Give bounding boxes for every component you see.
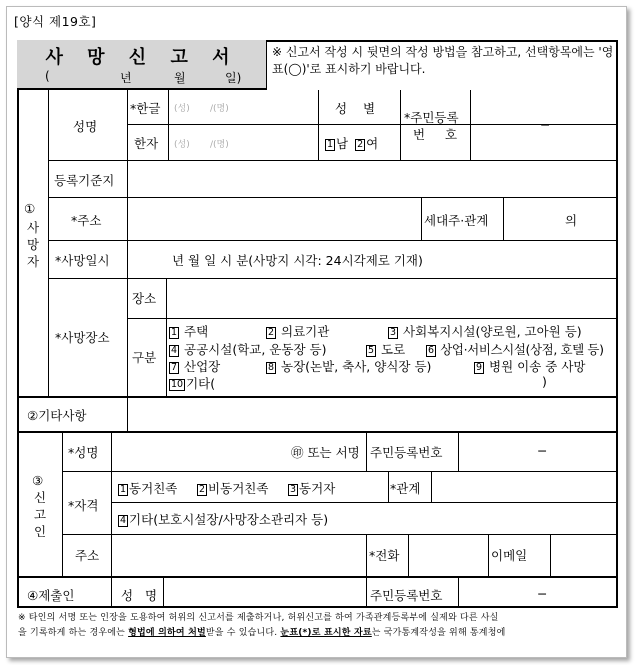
- qual-cohabiting-relative[interactable]: 1 동거친족: [120, 481, 178, 496]
- col-line: [503, 197, 504, 240]
- row-line: [48, 160, 618, 161]
- col-line: [488, 534, 489, 576]
- reporter-rrn-label: 주민등록번호: [370, 445, 443, 460]
- rrn-label-2: 번 호: [413, 127, 466, 142]
- col-line: [111, 431, 112, 576]
- hanja-given-field[interactable]: /(명): [210, 140, 229, 150]
- date-month: 월: [174, 71, 186, 85]
- place-option-public[interactable]: 4 공공시설(학교, 운동장 등): [171, 342, 327, 357]
- address-label: *주소: [71, 213, 102, 228]
- col-line: [166, 278, 167, 396]
- other-matters-label: ②기타사항: [27, 408, 87, 423]
- qual-noncohabiting-relative[interactable]: 2 비동거친족: [199, 481, 269, 496]
- col-line: [127, 90, 128, 396]
- korean-surname-field[interactable]: (성): [174, 104, 190, 114]
- row-line: [62, 534, 618, 535]
- relation-label: *관계: [390, 481, 421, 496]
- col-line: [127, 396, 128, 431]
- instruction-note: ※ 신고서 작성 시 뒷면의 작성 방법을 참고하고, 선택항목에는 '영표(◯)'로 표시하기 바랍니다.: [272, 45, 614, 76]
- col-line: [168, 90, 169, 160]
- title-box: [17, 40, 267, 90]
- female-label: 여: [366, 136, 379, 151]
- reporter-rrn-field[interactable]: −: [537, 443, 548, 458]
- date-year: 년: [120, 71, 132, 85]
- place-option-commercial[interactable]: 6 상업·서비스시설(상점, 호텔 등): [428, 342, 604, 357]
- footer-line-1: ※ 타인의 서명 또는 인장을 도용하여 허위의 신고서를 제출하거나, 허위신고를 하여 가족관계등록부에 실제와 다른 사실: [18, 613, 499, 623]
- name-label: 성명: [73, 119, 98, 134]
- date-day: 일): [225, 71, 242, 85]
- male-checkbox[interactable]: 1: [327, 139, 334, 150]
- sex-label: 성 별: [335, 101, 382, 116]
- rrn-field[interactable]: −: [540, 117, 551, 132]
- row-line: [111, 502, 618, 503]
- section-num-3: ③: [32, 473, 44, 488]
- col-line: [458, 431, 459, 471]
- qual-other[interactable]: 4 기타(보호시설장/사망장소관리자 등): [120, 512, 329, 527]
- sex-options: [325, 134, 378, 152]
- date-open: (: [45, 69, 50, 83]
- death-datetime-label: *사망일시: [55, 253, 110, 268]
- householder-relation-label: 세대주·관계: [424, 213, 489, 228]
- reporter-address-label: 주소: [75, 548, 100, 563]
- col-line: [318, 90, 319, 160]
- submitter-rrn-label: 주민등록번호: [370, 588, 443, 603]
- col-line: [366, 431, 367, 471]
- qualification-label: *자격: [68, 498, 99, 513]
- submitter-rrn-field[interactable]: −: [537, 586, 548, 601]
- col-line: [388, 471, 389, 502]
- reporter-section-divider: [62, 431, 63, 576]
- col-line: [111, 576, 112, 608]
- col-line: [366, 534, 367, 576]
- row-line: [48, 278, 618, 279]
- place-option-medical[interactable]: 2 의료기관: [268, 324, 330, 339]
- col-line: [400, 90, 401, 160]
- place-option-house[interactable]: 1 주택: [171, 324, 209, 339]
- row-line: [62, 471, 618, 472]
- email-label: 이메일: [491, 548, 528, 563]
- col-line: [470, 90, 471, 160]
- reporter-signature-field[interactable]: ㊞ 또는 서명: [291, 445, 360, 460]
- qual-cohabitant[interactable]: 3 동거자: [290, 481, 336, 496]
- row-line: [127, 318, 618, 319]
- place-sub-label: 장소: [132, 291, 157, 306]
- male-label: 남: [336, 136, 349, 151]
- hanja-surname-field[interactable]: (성): [174, 140, 190, 150]
- form-code: [양식 제19호]: [14, 14, 97, 29]
- section-border-other: [17, 396, 618, 398]
- place-option-road[interactable]: 5 도로: [368, 342, 406, 357]
- female-checkbox[interactable]: 2: [357, 139, 364, 150]
- death-datetime-fields[interactable]: 년 월 일 시 분(사망지 시각: 24시각제로 기재): [172, 253, 423, 268]
- col-line: [408, 534, 409, 576]
- place-option-welfare[interactable]: 3 사회복지시설(양로원, 고아원 등): [390, 324, 582, 339]
- footer-line-2: 을 기록하게 하는 경우에는 형법에 의하여 처벌받을 수 있습니다. 눈표(*)로 표시한 자료는 국가통계작성을 위해 통계청에: [18, 628, 506, 638]
- place-option-transfer[interactable]: 9 병원 이송 중 사망: [476, 359, 586, 374]
- row-line: [48, 240, 618, 241]
- rrn-label-1: *주민등록: [404, 110, 459, 125]
- col-line: [458, 576, 459, 608]
- category-label: 구분: [132, 350, 157, 365]
- place-option-industrial[interactable]: 7 산업장: [171, 359, 221, 374]
- place-other-close: ): [542, 374, 547, 389]
- form-title: 사 망 신 고 서: [45, 47, 239, 68]
- reporter-name-label: *성명: [68, 445, 99, 460]
- death-place-label: *사망장소: [55, 330, 110, 345]
- submitter-label: ④제출인: [27, 588, 75, 603]
- korean-given-field[interactable]: /(명): [210, 104, 229, 114]
- col-line: [421, 197, 422, 240]
- section-border-submitter: [17, 576, 618, 578]
- col-line: [550, 534, 551, 576]
- section-border-reporter: [17, 431, 618, 433]
- place-option-farm[interactable]: 8 농장(논밭, 축사, 양식장 등): [268, 359, 432, 374]
- place-option-other[interactable]: 10 기타(: [171, 376, 216, 391]
- section-num-1: ①: [24, 201, 36, 216]
- row-line: [48, 197, 618, 198]
- col-line: [163, 576, 164, 608]
- phone-label: *전화: [369, 548, 400, 563]
- hanja-label: 한자: [134, 136, 159, 151]
- col-line: [366, 576, 367, 608]
- submitter-name-label: 성 명: [121, 588, 162, 603]
- householder-of-text: 의: [565, 213, 578, 228]
- warning-footer: [18, 611, 622, 641]
- section-label-deceased: 사 망 자: [26, 220, 40, 269]
- deceased-section-divider: [48, 90, 49, 396]
- col-line: [431, 471, 432, 502]
- korean-label: *한글: [130, 101, 161, 116]
- reg-base-label: 등록기준지: [54, 173, 115, 188]
- section-label-reporter: 신 고 인: [33, 490, 47, 539]
